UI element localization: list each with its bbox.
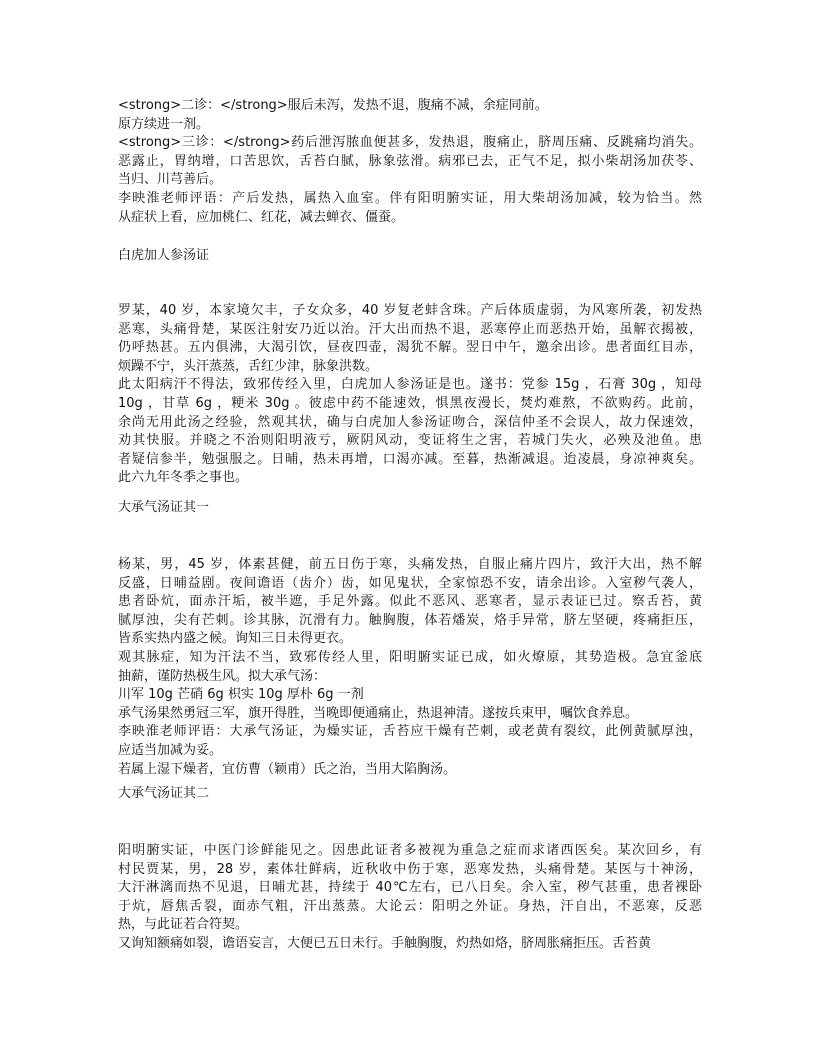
text-line: 大汗淋漓而热不见退，日晡尤甚，持续于 40℃左右，已八日矣。余入室，秽气甚重，患者裸卧 — [118, 880, 702, 896]
dachengqi-case-1-section — [118, 556, 702, 779]
paragraph — [118, 97, 702, 116]
text-line: 当归、川芎善后。 — [118, 172, 223, 188]
text-line: 应适当加减为妥。 — [118, 742, 223, 758]
text-line: 于炕，唇焦舌裂，面赤气粗，汗出蒸蒸。大论云：阳明之外证。身热，汗自出，不恶寒，反恶 — [118, 898, 702, 914]
text-line: 若属上湿下燥者，宜仿曹（颖甫）氏之治，当用大陷胸汤。 — [118, 761, 457, 777]
paragraph — [118, 761, 702, 780]
text-line: 恶露止，胃纳增，口苦思饮，舌苔白腻，脉象弦滑。病邪已去，正气不足，拟小柴胡汤加茯苓、 — [118, 153, 702, 169]
text-line: 患者卧炕，面赤汗垢，被半遮，手足外露。似此不恶风、恶寒者，显示表证已过。察舌苔，黄 — [118, 594, 702, 610]
text-line: 原方续进一剂。 — [118, 116, 210, 132]
text-line: 李映淮老师评语：大承气汤证，为燥实证，舌苔应干燥有芒刺，或老黄有裂纹，此例黄腻厚浊， — [118, 724, 702, 740]
text-line: 余尚无用此汤之经验，然观其状，确与白虎加人参汤证吻合，深信仲圣不会误人，故力保速效， — [118, 414, 702, 430]
text-line: 腻厚浊，尖有芒刺。诊其脉，沉滑有力。触胸腹，体若燔炭，烙手异常，脐左坚硬，疼痛拒压， — [118, 612, 702, 628]
text-line: 承气汤果然勇冠三军，旗开得胜，当晚即便通痛止，热退神清。遂按兵束甲，嘱饮食养息。 — [118, 705, 639, 721]
text-line: 村民贾某，男，28 岁，素体壮鲜病，近秋收中伤于寒，恶寒发热，头痛骨楚。某医与十神汤， — [118, 861, 702, 877]
text-line: 观其脉症，知为汗法不当，致邪传经人里，阳明腑实证已成，如火燎原，其势造极。急宜釜底 — [118, 649, 702, 665]
text-line: 皆系实热内盛之候。询知三日未得更衣。 — [118, 631, 353, 647]
section-heading-baihu: 白虎加人参汤证 — [118, 248, 210, 263]
text-line: 此六九年冬季之事也。 — [118, 470, 249, 486]
baihu-case-section — [118, 302, 702, 488]
text-line: 反盛，日晡益剧。夜间谵语（齿介）齿，如见鬼状，全家惊恐不安，请余出诊。入室秽气袭人， — [118, 575, 702, 591]
paragraph — [118, 842, 702, 935]
text-line: 者疑信参半，勉强服之。日晡，热未再增，口渴亦减。至暮，热渐减退。迨凌晨，身凉神爽矣。 — [118, 451, 702, 467]
paragraph — [118, 705, 702, 724]
text-line: 罗某，40 岁，本家境欠丰，子女众多，40 岁复老蚌含珠。产后体质虚弱，为风寒所袭，初发热 — [118, 303, 702, 318]
text-line: 劝其快服。并晓之不治则阳明液亏，厥阴风动，变证将生之害，若城门失火，必殃及池鱼。患 — [118, 433, 702, 449]
paragraph — [118, 935, 702, 954]
text-line: 川军 10g 芒硝 6g 枳实 10g 厚朴 6g 一剂 — [118, 687, 364, 703]
paragraph — [118, 190, 702, 227]
paragraph — [118, 376, 702, 488]
paragraph — [118, 134, 702, 190]
text-line: 阳明腑实证，中医门诊鲜能见之。因患此证者多被视为重急之症而求诸西医矣。某次回乡，有 — [118, 843, 702, 858]
text-line: 烦躁不宁，头汗蒸蒸，舌红少津，脉象洪数。 — [118, 358, 379, 374]
section-heading-dachengqi-1: 大承气汤证其一 — [118, 500, 210, 515]
text-line: 恶寒，头痛骨楚，某医注射安乃近以治。汗大出而热不退，恶寒停止而恶热开始，虽解衣揭被， — [118, 321, 702, 337]
section-heading-dachengqi-2: 大承气汤证其二 — [118, 786, 210, 801]
text-line: 10g ，甘草 6g ，粳米 30g 。彼虑中药不能速效，惧黑夜漫长，焚灼难熬，不欲购药。此前， — [118, 395, 702, 411]
text-line: 从症状上看，应加桃仁、红花，减去蝉衣、僵蚕。 — [118, 209, 405, 225]
text-line: 此太阳病汗不得法，致邪传经入里，白虎加人参汤证是也。遂书：党参 15g ，石膏 30g ，知母 — [118, 377, 702, 393]
paragraph — [118, 686, 702, 705]
paragraph — [118, 556, 702, 649]
dachengqi-case-2-section — [118, 842, 702, 954]
text-line: <strong>三诊：</strong>药后泄泻脓血便甚多，发热退，腹痛止，脐周压痛、反跳痛均消失。 — [118, 135, 702, 151]
paragraph — [118, 723, 702, 760]
case-continuation-section — [118, 97, 702, 227]
paragraph — [118, 116, 702, 135]
text-line: 杨某，男，45 岁，体素甚健，前五日伤于寒，头痛发热，自服止痛片四片，致汗大出，热不解 — [118, 557, 702, 572]
text-line: 抽薪，谨防热极生风。拟大承气汤： — [118, 668, 327, 684]
text-line: <strong>二诊：</strong>服后未泻，发热不退，腹痛不减，余症同前。 — [118, 98, 548, 113]
text-line: 仍呼热甚。五内俱沸，大渴引饮，昼夜四壶，渴犹不解。翌日中午，邀余出诊。患者面红目赤， — [118, 340, 702, 356]
text-line: 李映淮老师评语：产后发热，属热入血室。伴有阳明腑实证，用大柴胡汤加减，较为恰当。然 — [118, 190, 702, 206]
paragraph — [118, 302, 702, 376]
text-line: 又询知额痛如裂，谵语妄言，大便已五日未行。手触胸腹，灼热如烙，脐周胀痛拒压。舌苔黄 — [118, 935, 652, 951]
text-line: 热，与此证若合符契。 — [118, 917, 249, 933]
paragraph — [118, 649, 702, 686]
